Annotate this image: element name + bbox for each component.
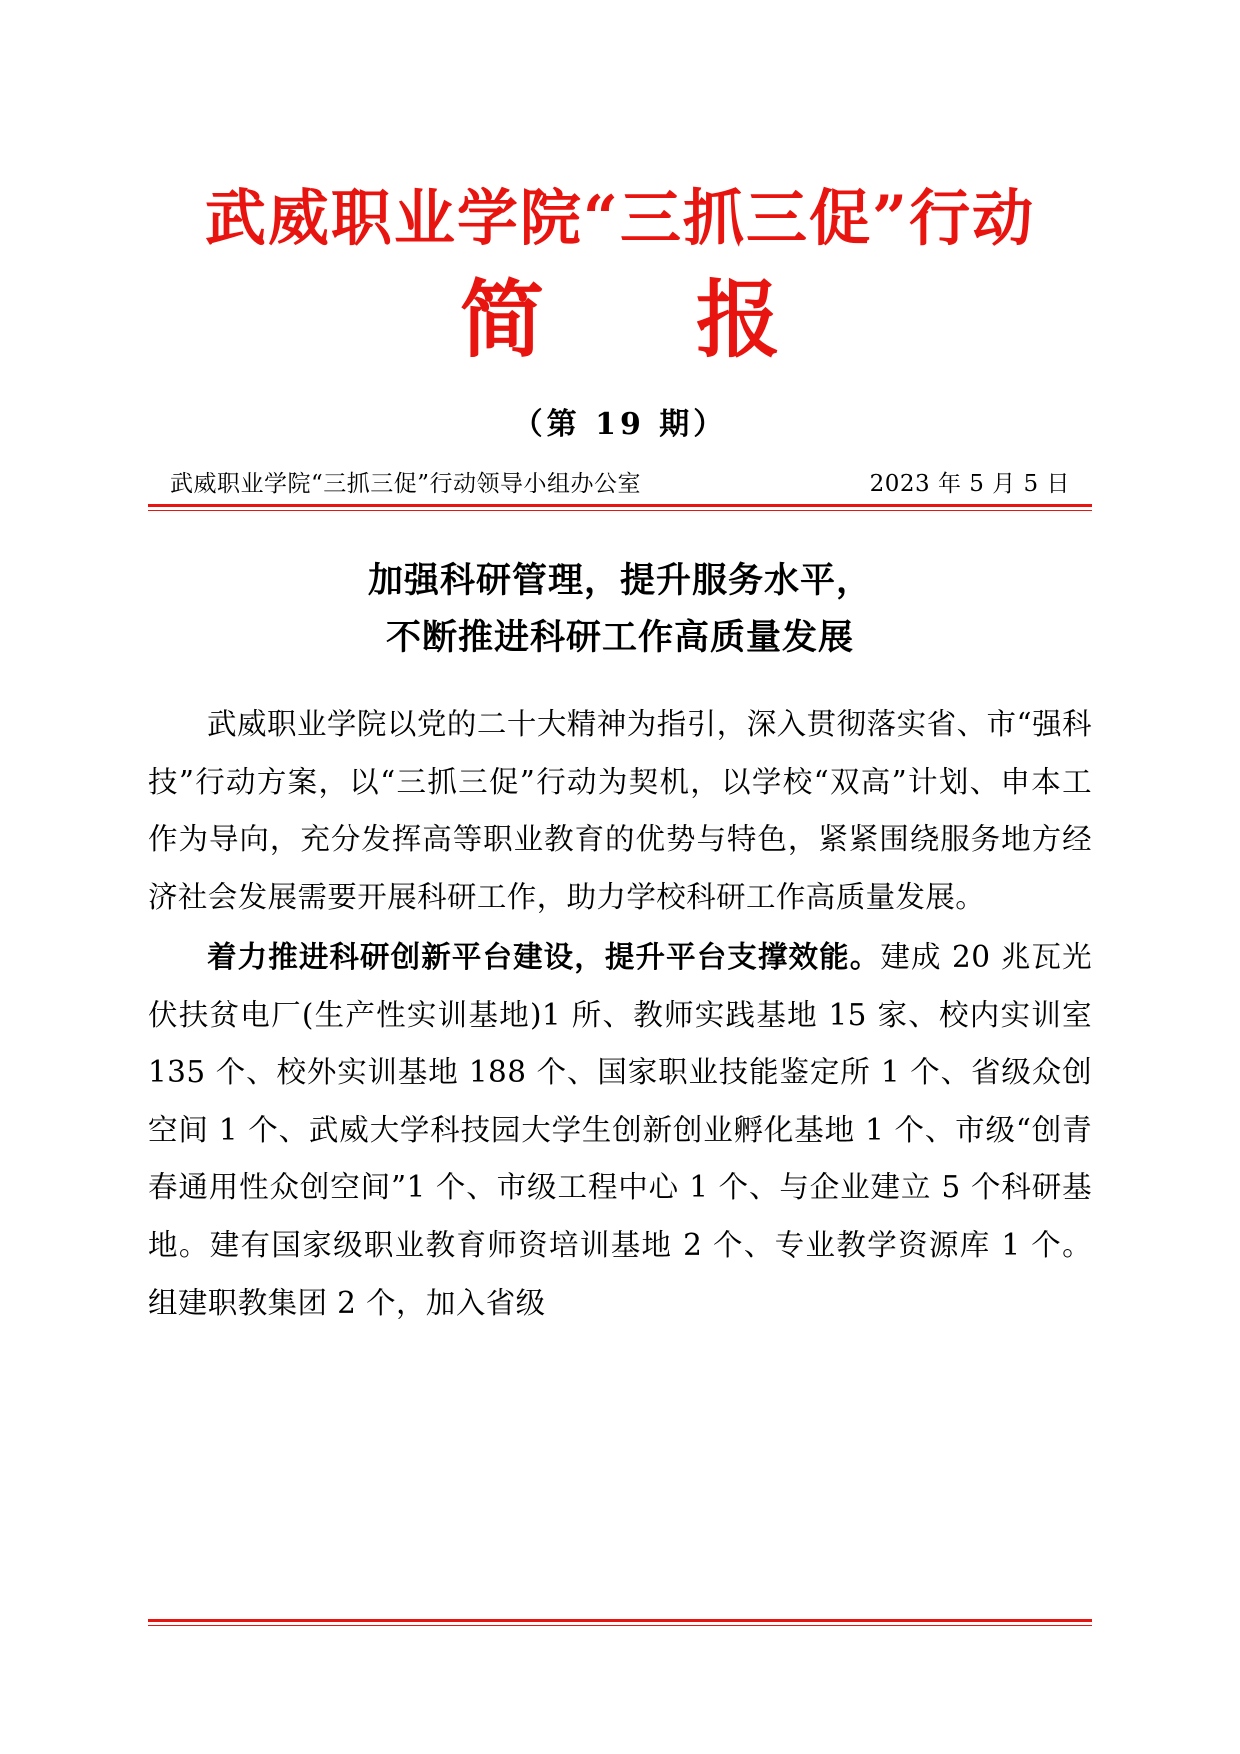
document-body [148,696,1092,1332]
byline-row [148,465,1092,504]
body-paragraph-1: 武威职业学院以党的二十大精神为指引，深入贯彻落实省、市“强科技”行动方案，以“三抓三促”行动为契机，以学校“双高”计划、申本工作为导向，充分发挥高等职业教育的优势与特色，紧紧围绕服务地方经济社会发展需要开展科研工作，助力学校科研工作高质量发展。 [148,707,1092,914]
body-paragraph-2-lead: 着力推进科研创新平台建设，提升平台支撑效能。 [207,939,881,975]
page-title [148,553,1092,666]
page-title-line2: 不断推进科研工作高质量发展 [385,616,854,658]
masthead-title-line2: 简 报 [459,269,814,369]
page-title-line1: 加强科研管理，提升服务水平， [367,559,872,601]
body-paragraph-2 [148,928,1092,1332]
footer-divider [148,1619,1092,1626]
issue-date: 2023 年 5 月 5 日 [869,470,1070,497]
footer-rule-thin [148,1625,1092,1626]
issuing-office: 武威职业学院“三抓三促”行动领导小组办公室 [170,470,642,497]
body-paragraph-2-rest: 建成 20 兆瓦光伏扶贫电厂(生产性实训基地)1 所、教师实践基地 15 家、校内实训室 135 个、校外实训基地 188 个、国家职业技能鉴定所 1 个、省级众创空间 1 个、武威大学科技园大学生创新创业孵化基地 1 个、市级“创青春通用性众创空间”1 个、市级工程中心 1 个、与企业建立 5 个科研基地。建有国家级职业教育师资培训基地 2 个、专业教学资源库 1 个。组建职教集团 2 个，加入省级 [148,940,1092,1320]
footer-rule-thick [148,1619,1092,1622]
masthead-title-line1: 武威职业学院“三抓三促”行动 [204,183,1036,254]
masthead [148,0,1092,443]
header-divider-rule [148,504,1092,511]
issue-number: （第 19 期） [512,406,728,442]
